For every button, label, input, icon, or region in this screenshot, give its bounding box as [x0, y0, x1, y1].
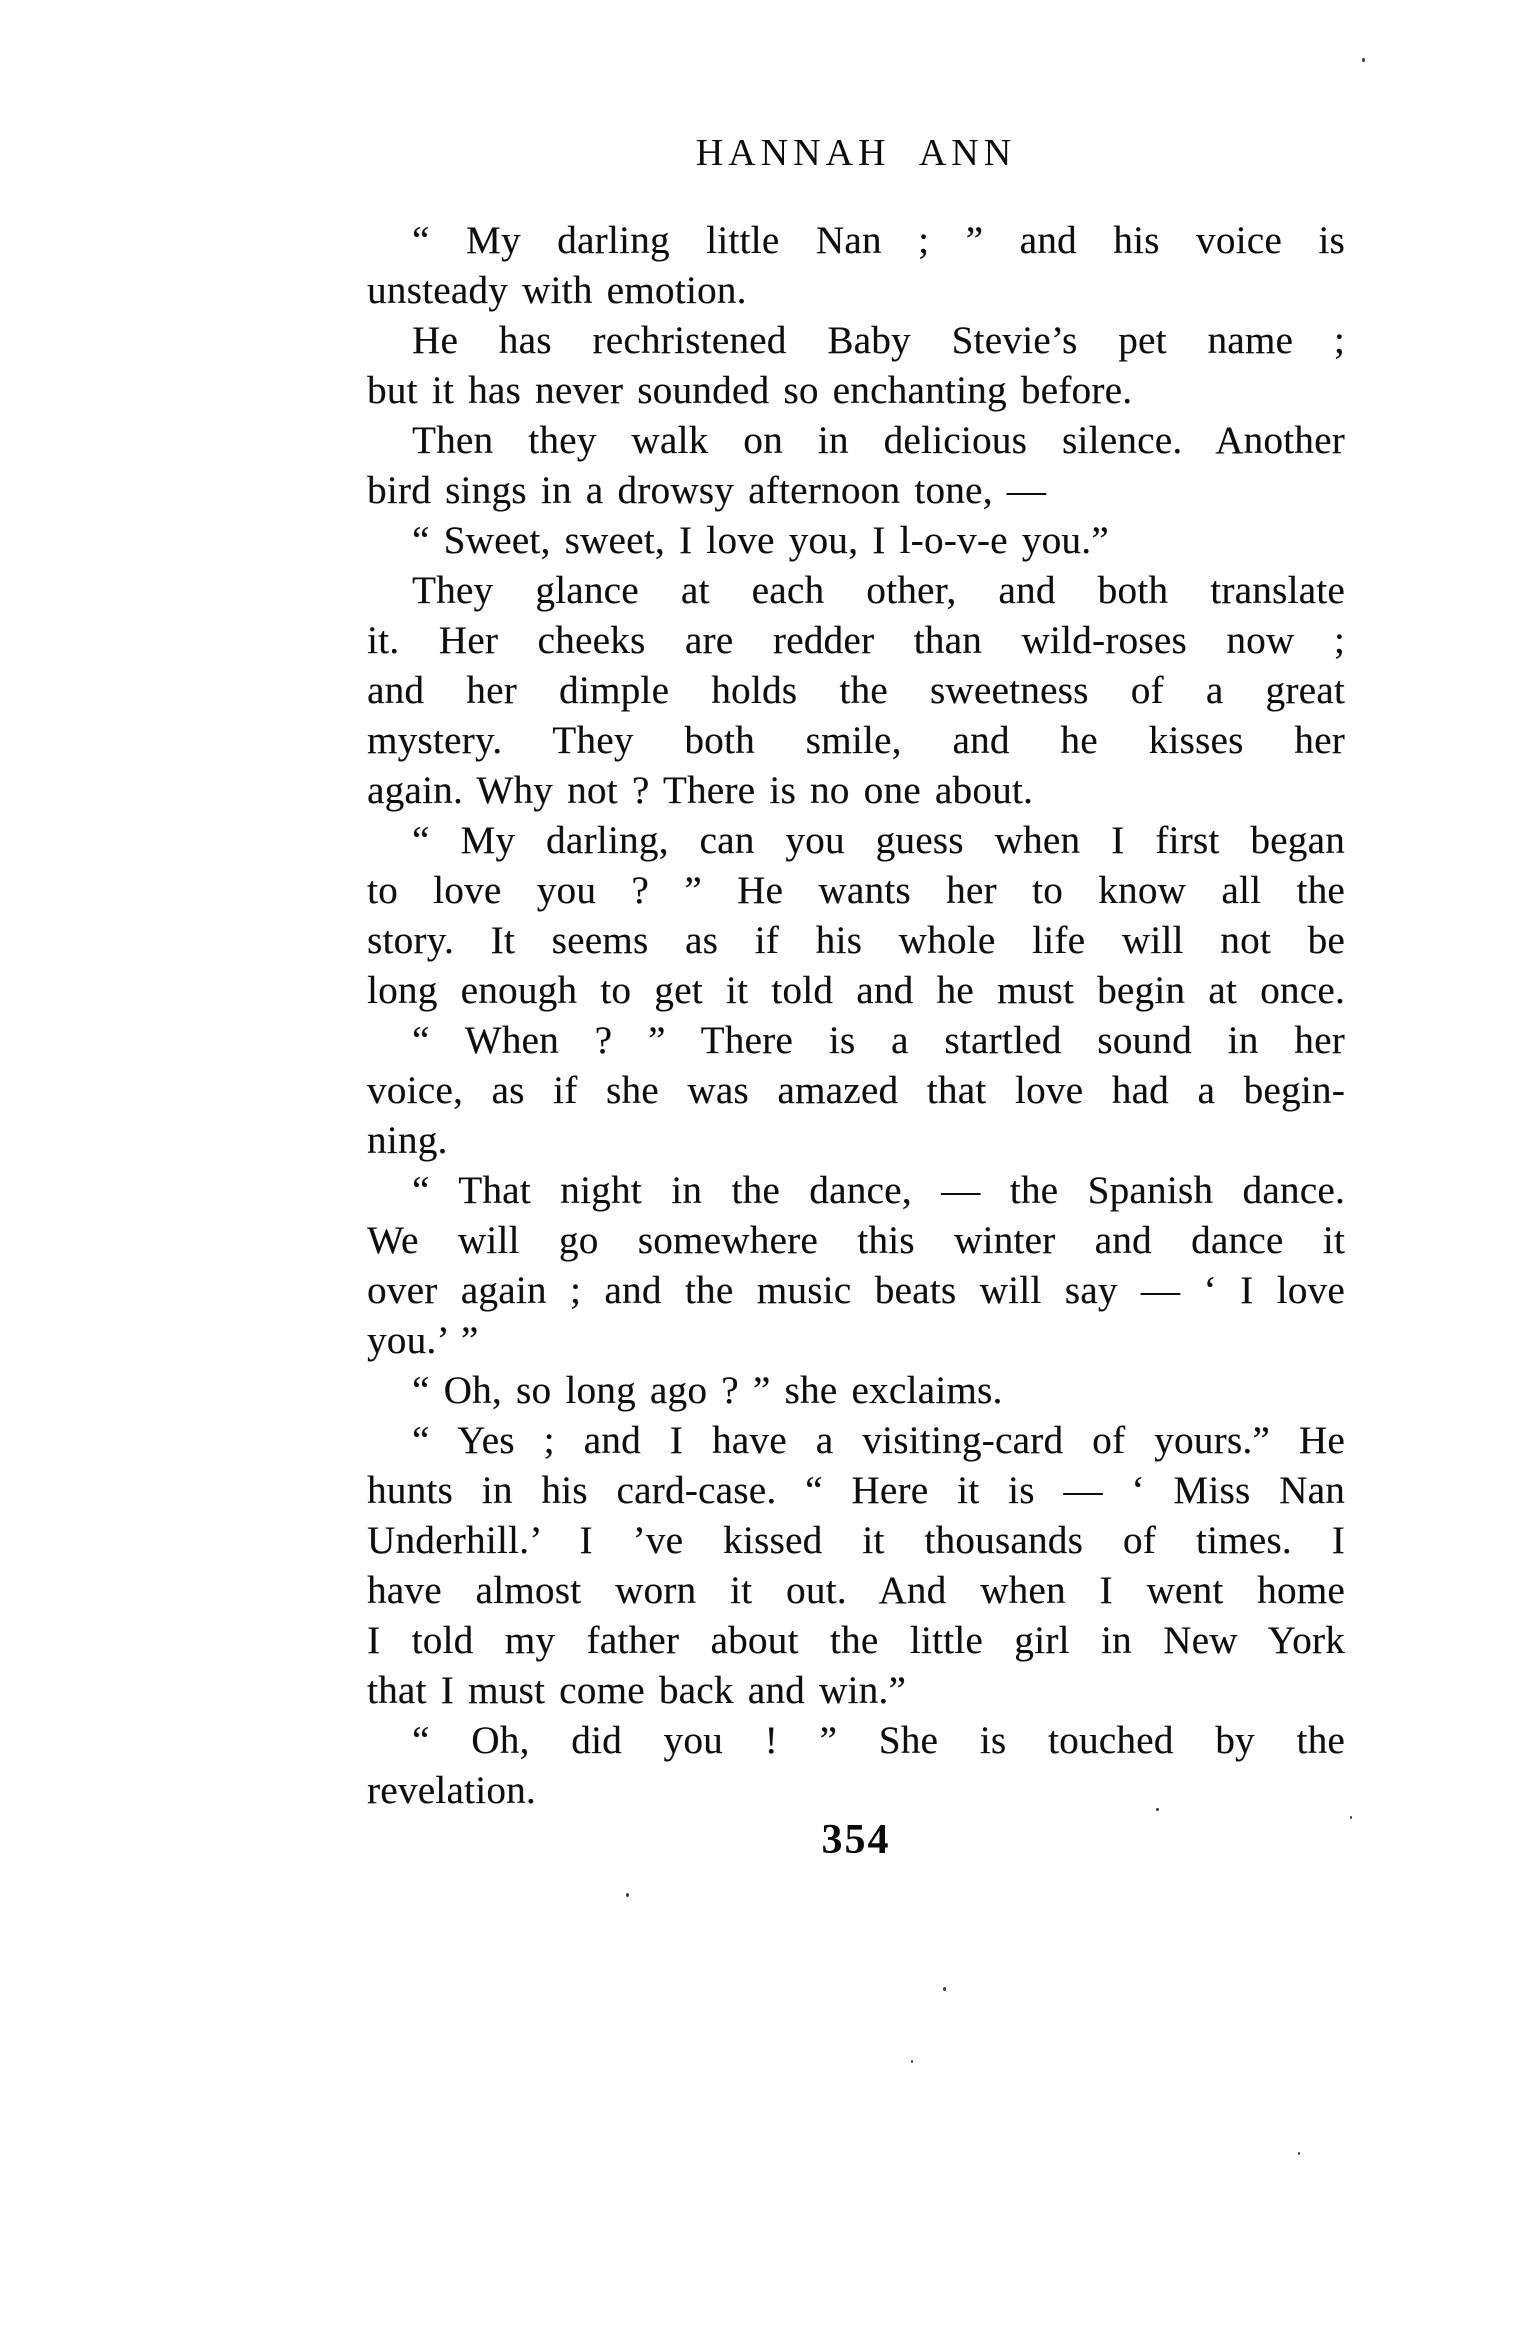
- scan-speck: [911, 2060, 913, 2063]
- text-line: have almost worn it out. And when I went home: [367, 1569, 1345, 1612]
- text-line: it. Her cheeks are redder than wild-roses now ;: [367, 619, 1345, 662]
- scan-speck: [1298, 2152, 1300, 2155]
- text-line: “ My darling, can you guess when I first began: [412, 819, 1345, 862]
- text-line: hunts in his card-case. “ Here it is — ‘ Miss Nan: [367, 1469, 1345, 1512]
- scan-speck: [943, 1987, 946, 1991]
- text-line: again. Why not ? There is no one about.: [367, 769, 1034, 812]
- text-line: long enough to get it told and he must begin at once.: [367, 969, 1345, 1012]
- text-line: and her dimple holds the sweetness of a great: [367, 669, 1345, 712]
- text-line: ning.: [367, 1119, 448, 1162]
- text-line: mystery. They both smile, and he kisses her: [367, 719, 1345, 762]
- text-line: bird sings in a drowsy afternoon tone, —: [367, 469, 1047, 512]
- text-line: revelation.: [367, 1769, 536, 1812]
- text-line: over again ; and the music beats will say — ‘ I love: [367, 1269, 1345, 1312]
- text-line: to love you ? ” He wants her to know all the: [367, 869, 1345, 912]
- text-line: “ When ? ” There is a startled sound in her: [412, 1019, 1345, 1062]
- text-line: “ Sweet, sweet, I love you, I l-o-v-e you.”: [412, 519, 1109, 562]
- text-line: you.’ ”: [367, 1319, 479, 1362]
- text-line: voice, as if she was amazed that love had a begin-: [367, 1069, 1345, 1112]
- scan-speck: [1156, 1808, 1159, 1811]
- text-line: I told my father about the little girl in New York: [367, 1619, 1345, 1662]
- text-line: They glance at each other, and both translate: [412, 569, 1345, 612]
- text-line: “ Oh, did you ! ” She is touched by the: [412, 1719, 1345, 1762]
- scan-speck: [626, 1893, 629, 1897]
- text-line: story. It seems as if his whole life will not be: [367, 919, 1345, 962]
- text-line: We will go somewhere this winter and dance it: [367, 1219, 1345, 1262]
- text-line: Underhill.’ I ’ve kissed it thousands of times. I: [367, 1519, 1345, 1562]
- text-block: [367, 216, 1345, 1816]
- text-line: “ That night in the dance, — the Spanish dance.: [412, 1169, 1345, 1212]
- text-line: that I must come back and win.”: [367, 1669, 907, 1712]
- text-line: unsteady with emotion.: [367, 269, 747, 312]
- text-line: “ My darling little Nan ; ” and his voice is: [412, 219, 1345, 262]
- scan-speck: [1350, 1816, 1352, 1819]
- text-line: Then they walk on in delicious silence. Another: [412, 419, 1345, 462]
- text-line: “ Yes ; and I have a visiting-card of yours.” He: [412, 1419, 1345, 1462]
- text-line: “ Oh, so long ago ? ” she exclaims.: [412, 1369, 1003, 1412]
- page-number: 354: [821, 1817, 891, 1863]
- scan-speck: [1362, 58, 1365, 62]
- running-head: HANNAH ANN: [695, 132, 1017, 174]
- text-line: He has rechristened Baby Stevie’s pet name ;: [412, 319, 1345, 362]
- text-line: but it has never sounded so enchanting before.: [367, 369, 1133, 412]
